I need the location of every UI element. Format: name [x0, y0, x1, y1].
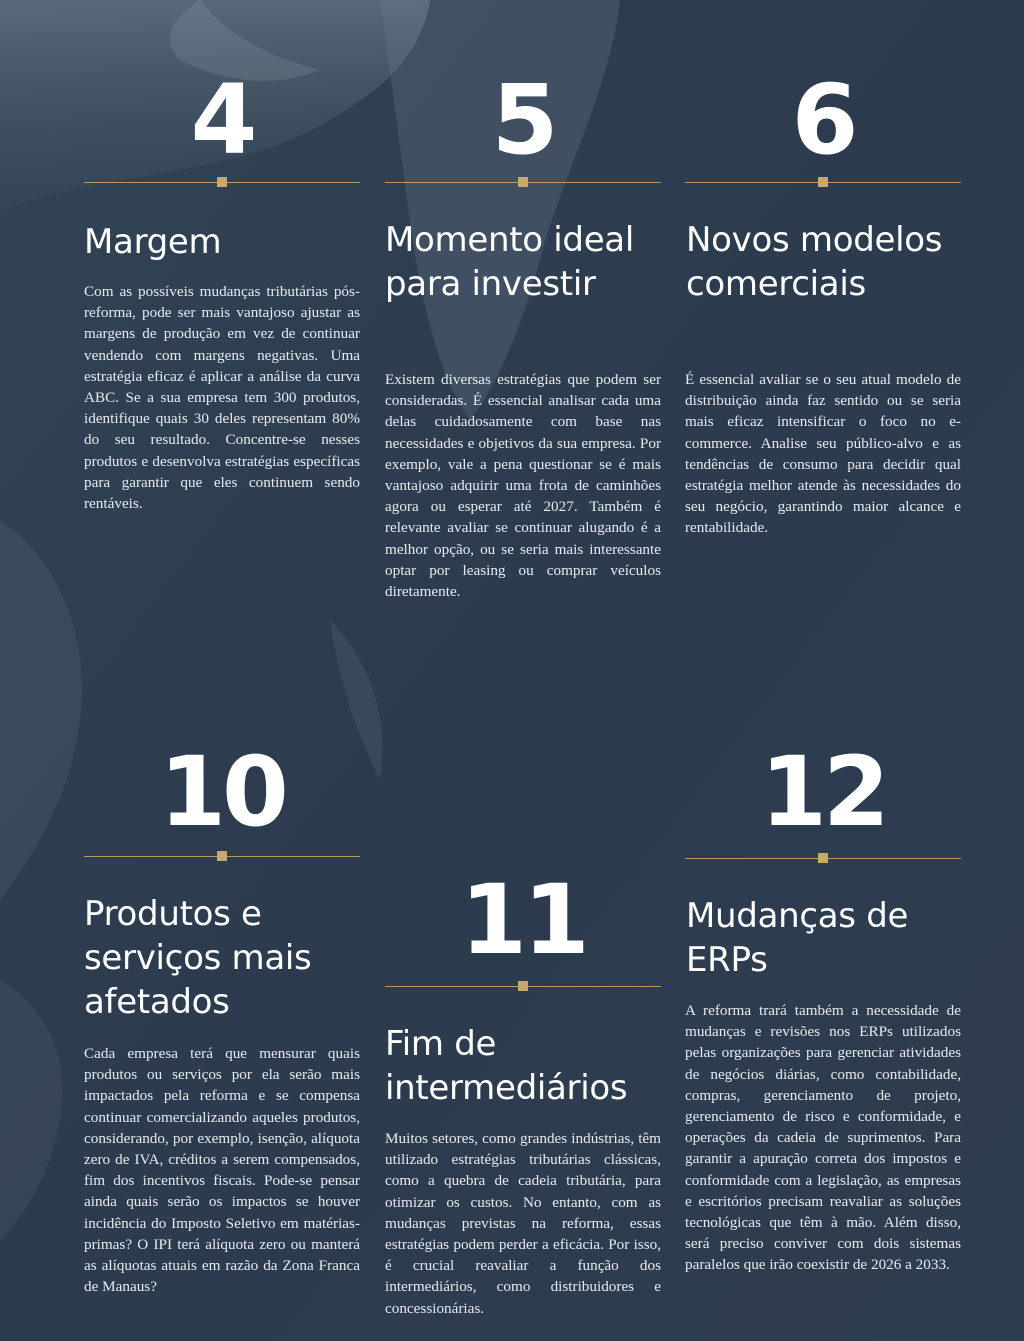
item-number: 6 — [791, 64, 855, 176]
item-body: Cada empresa terá que mensurar quais produtos ou serviços por ela serão mais impactados pela reforma e se compensa continuar comercializando aqueles produtos, considerando, por exemplo, isenção, alíquota zero de IVA, créditos a serem compensados, fim dos incentivos fiscais. Pode-se pensar ainda quais serão os impactos se houver incidência do Imposto Seletivo em matérias-primas? O IPI terá alíquota zero ou manterá as alíquotas atuais em razão da Zona Franca de Manaus? — [84, 1045, 360, 1296]
divider-marker — [518, 177, 528, 187]
item-title: Margem — [84, 222, 222, 262]
item-number: 4 — [190, 64, 254, 176]
item-body: Muitos setores, como grandes indústrias, têm utilizado estratégias tributárias clássicas, como a quebra de cadeia tributária, para otimizar os custos. No entanto, com as mudanças previstas na reforma, essas estratégias podem perder a eficácia. Por isso, é crucial reavaliar a função dos intermediários, como distribuidores e concessionárias. — [385, 1130, 661, 1317]
divider-marker — [217, 851, 227, 861]
divider-rule — [84, 182, 360, 183]
divider-rule — [385, 986, 661, 987]
item-title: Momento ideal para investir — [385, 220, 634, 304]
item-number: 11 — [460, 864, 586, 976]
divider-rule — [84, 856, 360, 857]
divider-marker — [818, 853, 828, 863]
item-number: 10 — [159, 736, 285, 848]
item-body: Com as possíveis mudanças tributárias pós-reforma, pode ser mais vantajoso ajustar as margens de produção em vez de continuar vendendo com margens negativas. Uma estratégia eficaz é aplicar a análise da curva ABC. Se a sua empresa tem 300 produtos, identifique quais 30 deles representam 80% do seu resultado. Concentre-se nesses produtos e desenvolva estratégias específicas para garantir que eles continuem sendo rentáveis. — [84, 283, 360, 513]
divider-rule — [685, 182, 961, 183]
divider-rule — [385, 182, 661, 183]
divider-marker — [217, 177, 227, 187]
item-number: 5 — [491, 64, 555, 176]
item-number: 12 — [760, 736, 886, 848]
item-title: Produtos e serviços mais afetados — [84, 894, 312, 1022]
divider-marker — [518, 981, 528, 991]
item-body: A reforma trará também a necessidade de mudanças e revisões nos ERPs utilizados pelas organizações para gerenciar atividades de negócios diárias, como contabilidade, compras, gerenciamento de projeto, gerenciamento de risco e conformidade, e operações da cadeia de suprimentos. Para garantir a apuração correta dos impostos e conformidade com a legislação, as empresas e escritórios precisam reavaliar as soluções tecnológicas que têm à mão. Além disso, será preciso conviver com dois sistemas paralelos que irão coexistir de 2026 a 2033. — [685, 1002, 961, 1274]
item-body: É essencial avaliar se o seu atual modelo de distribuição ainda faz sentido ou se seria mais eficaz intensificar o foco no e-commerce. Analise seu público-alvo e as tendências de consumo para decidir qual estratégia melhor atende às necessidades do seu negócio, garantindo maior alcance e rentabilidade. — [685, 371, 961, 537]
divider-rule — [685, 858, 961, 859]
item-title: Mudanças de ERPs — [686, 896, 909, 980]
item-title: Novos modelos comerciais — [686, 220, 943, 304]
divider-marker — [818, 177, 828, 187]
item-title: Fim de intermediários — [385, 1024, 628, 1108]
item-body: Existem diversas estratégias que podem ser consideradas. É essencial analisar cada uma delas cuidadosamente com base nas necessidades e objetivos da sua empresa. Por exemplo, vale a pena questionar se é mais vantajoso adquirir uma frota de caminhões agora ou esperar até 2027. Também é relevante avaliar se continuar alugando é a melhor opção, ou se seria mais interessante optar por leasing ou comprar veículos diretamente. — [385, 371, 661, 601]
